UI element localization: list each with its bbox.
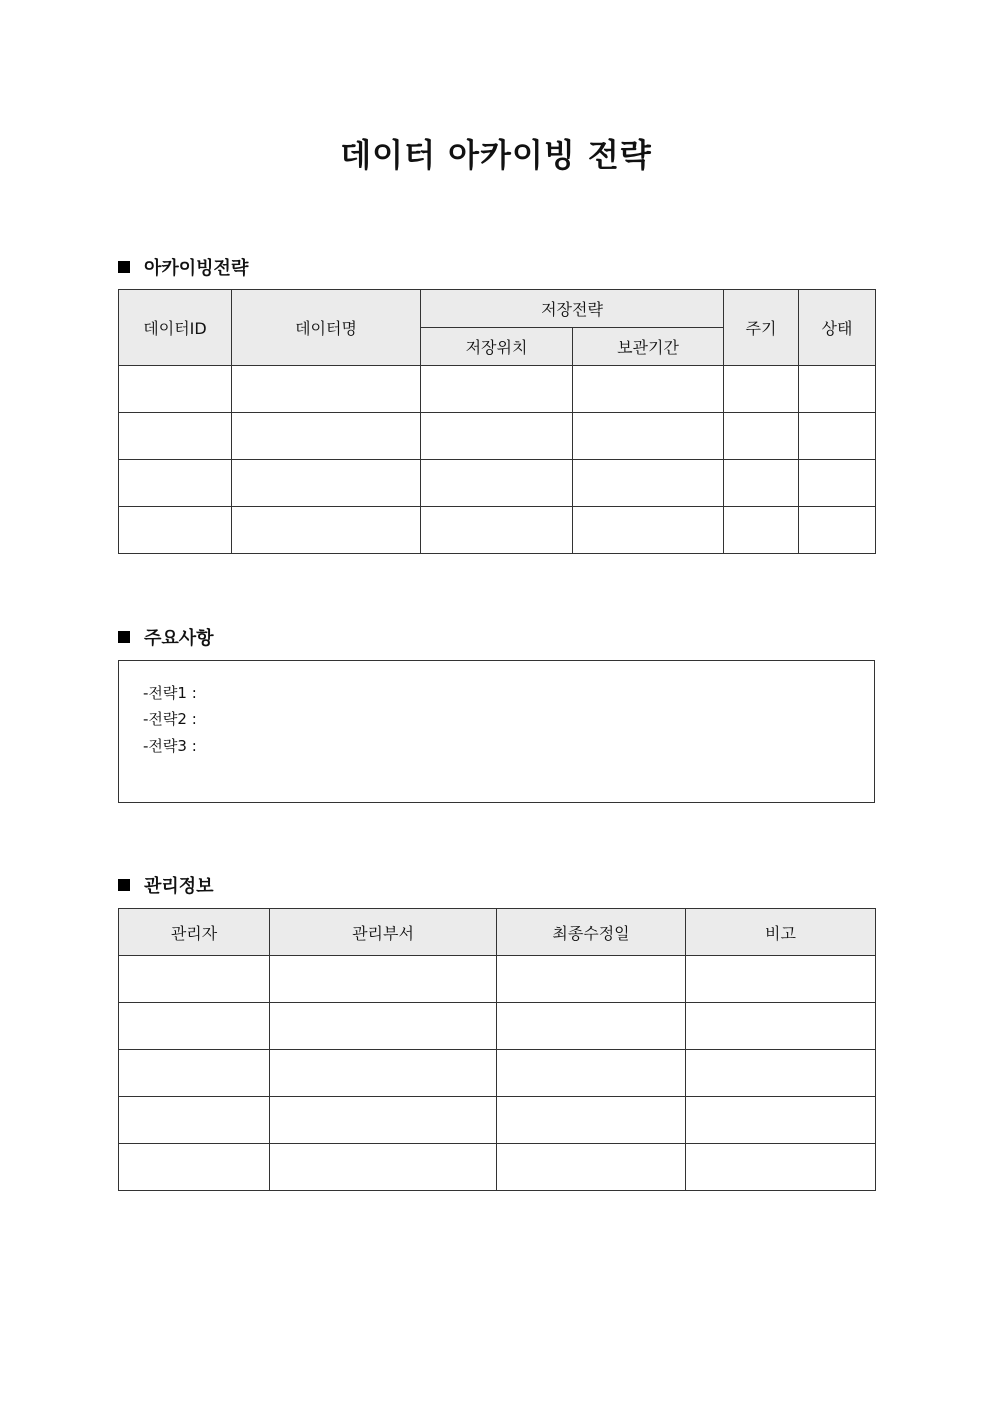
header-retention-period: 보관기간 (573, 328, 724, 366)
table-cell[interactable] (497, 1144, 686, 1191)
square-bullet-icon (118, 261, 130, 273)
table-row (119, 1003, 876, 1050)
section-heading-label: 관리정보 (144, 876, 214, 897)
header-data-id: 데이터ID (119, 290, 232, 366)
table-row (119, 460, 876, 507)
table-cell[interactable] (270, 1097, 497, 1144)
table-cell[interactable] (232, 366, 421, 413)
table-cell[interactable] (119, 460, 232, 507)
table-cell[interactable] (421, 413, 573, 460)
table-cell[interactable] (119, 413, 232, 460)
header-storage-strategy: 저장전략 (421, 290, 724, 328)
table-row (119, 1097, 876, 1144)
table-row (119, 1050, 876, 1097)
header-status: 상태 (799, 290, 876, 366)
table-cell[interactable] (232, 507, 421, 554)
table-cell[interactable] (421, 507, 573, 554)
header-last-modified: 최종수정일 (497, 909, 686, 956)
note-line-2: -전략2 : (143, 710, 197, 728)
section-heading-management (118, 872, 214, 898)
square-bullet-icon (118, 879, 130, 891)
table-cell[interactable] (421, 460, 573, 507)
archive-strategy-table (118, 289, 876, 554)
table-cell[interactable] (799, 413, 876, 460)
table-cell[interactable] (270, 1050, 497, 1097)
section-heading-archive (118, 254, 248, 280)
header-cycle: 주기 (724, 290, 799, 366)
table-row (119, 956, 876, 1003)
table-cell[interactable] (724, 507, 799, 554)
table-cell[interactable] (799, 366, 876, 413)
table-cell[interactable] (421, 366, 573, 413)
notes-box[interactable] (118, 660, 875, 803)
table-cell[interactable] (686, 1003, 876, 1050)
table-cell[interactable] (270, 1003, 497, 1050)
header-manager: 관리자 (119, 909, 270, 956)
note-line-3: -전략3 : (143, 737, 197, 755)
header-remarks: 비고 (686, 909, 876, 956)
table-cell[interactable] (686, 1144, 876, 1191)
table-cell[interactable] (119, 1050, 270, 1097)
header-storage-location: 저장위치 (421, 328, 573, 366)
table-cell[interactable] (119, 1097, 270, 1144)
management-info-table (118, 908, 876, 1191)
table-cell[interactable] (724, 460, 799, 507)
table-cell[interactable] (799, 507, 876, 554)
section-heading-label: 아카이빙전략 (144, 258, 249, 279)
header-data-name: 데이터명 (232, 290, 421, 366)
section-heading-label: 주요사항 (144, 628, 214, 649)
table-cell[interactable] (573, 460, 724, 507)
note-line-1: -전략1 : (143, 684, 197, 702)
table-cell[interactable] (270, 1144, 497, 1191)
table-cell[interactable] (119, 1003, 270, 1050)
header-department: 관리부서 (270, 909, 497, 956)
table-row (119, 1144, 876, 1191)
table-cell[interactable] (119, 366, 232, 413)
section-heading-notes (118, 624, 214, 650)
table-cell[interactable] (119, 1144, 270, 1191)
square-bullet-icon (118, 631, 130, 643)
table-cell[interactable] (497, 956, 686, 1003)
table-cell[interactable] (497, 1050, 686, 1097)
table-cell[interactable] (232, 460, 421, 507)
table-cell[interactable] (497, 1097, 686, 1144)
table-cell[interactable] (686, 1097, 876, 1144)
table-row (119, 507, 876, 554)
table-cell[interactable] (119, 956, 270, 1003)
table-cell[interactable] (724, 366, 799, 413)
table-cell[interactable] (119, 507, 232, 554)
page-title: 데이터 아카이빙 전략 (340, 136, 652, 174)
table-cell[interactable] (724, 413, 799, 460)
table-cell[interactable] (497, 1003, 686, 1050)
table-cell[interactable] (573, 507, 724, 554)
table-cell[interactable] (573, 366, 724, 413)
table-cell[interactable] (799, 460, 876, 507)
table-cell[interactable] (573, 413, 724, 460)
table-cell[interactable] (270, 956, 497, 1003)
table-cell[interactable] (232, 413, 421, 460)
table-row (119, 366, 876, 413)
table-cell[interactable] (686, 1050, 876, 1097)
table-cell[interactable] (686, 956, 876, 1003)
table-row (119, 413, 876, 460)
